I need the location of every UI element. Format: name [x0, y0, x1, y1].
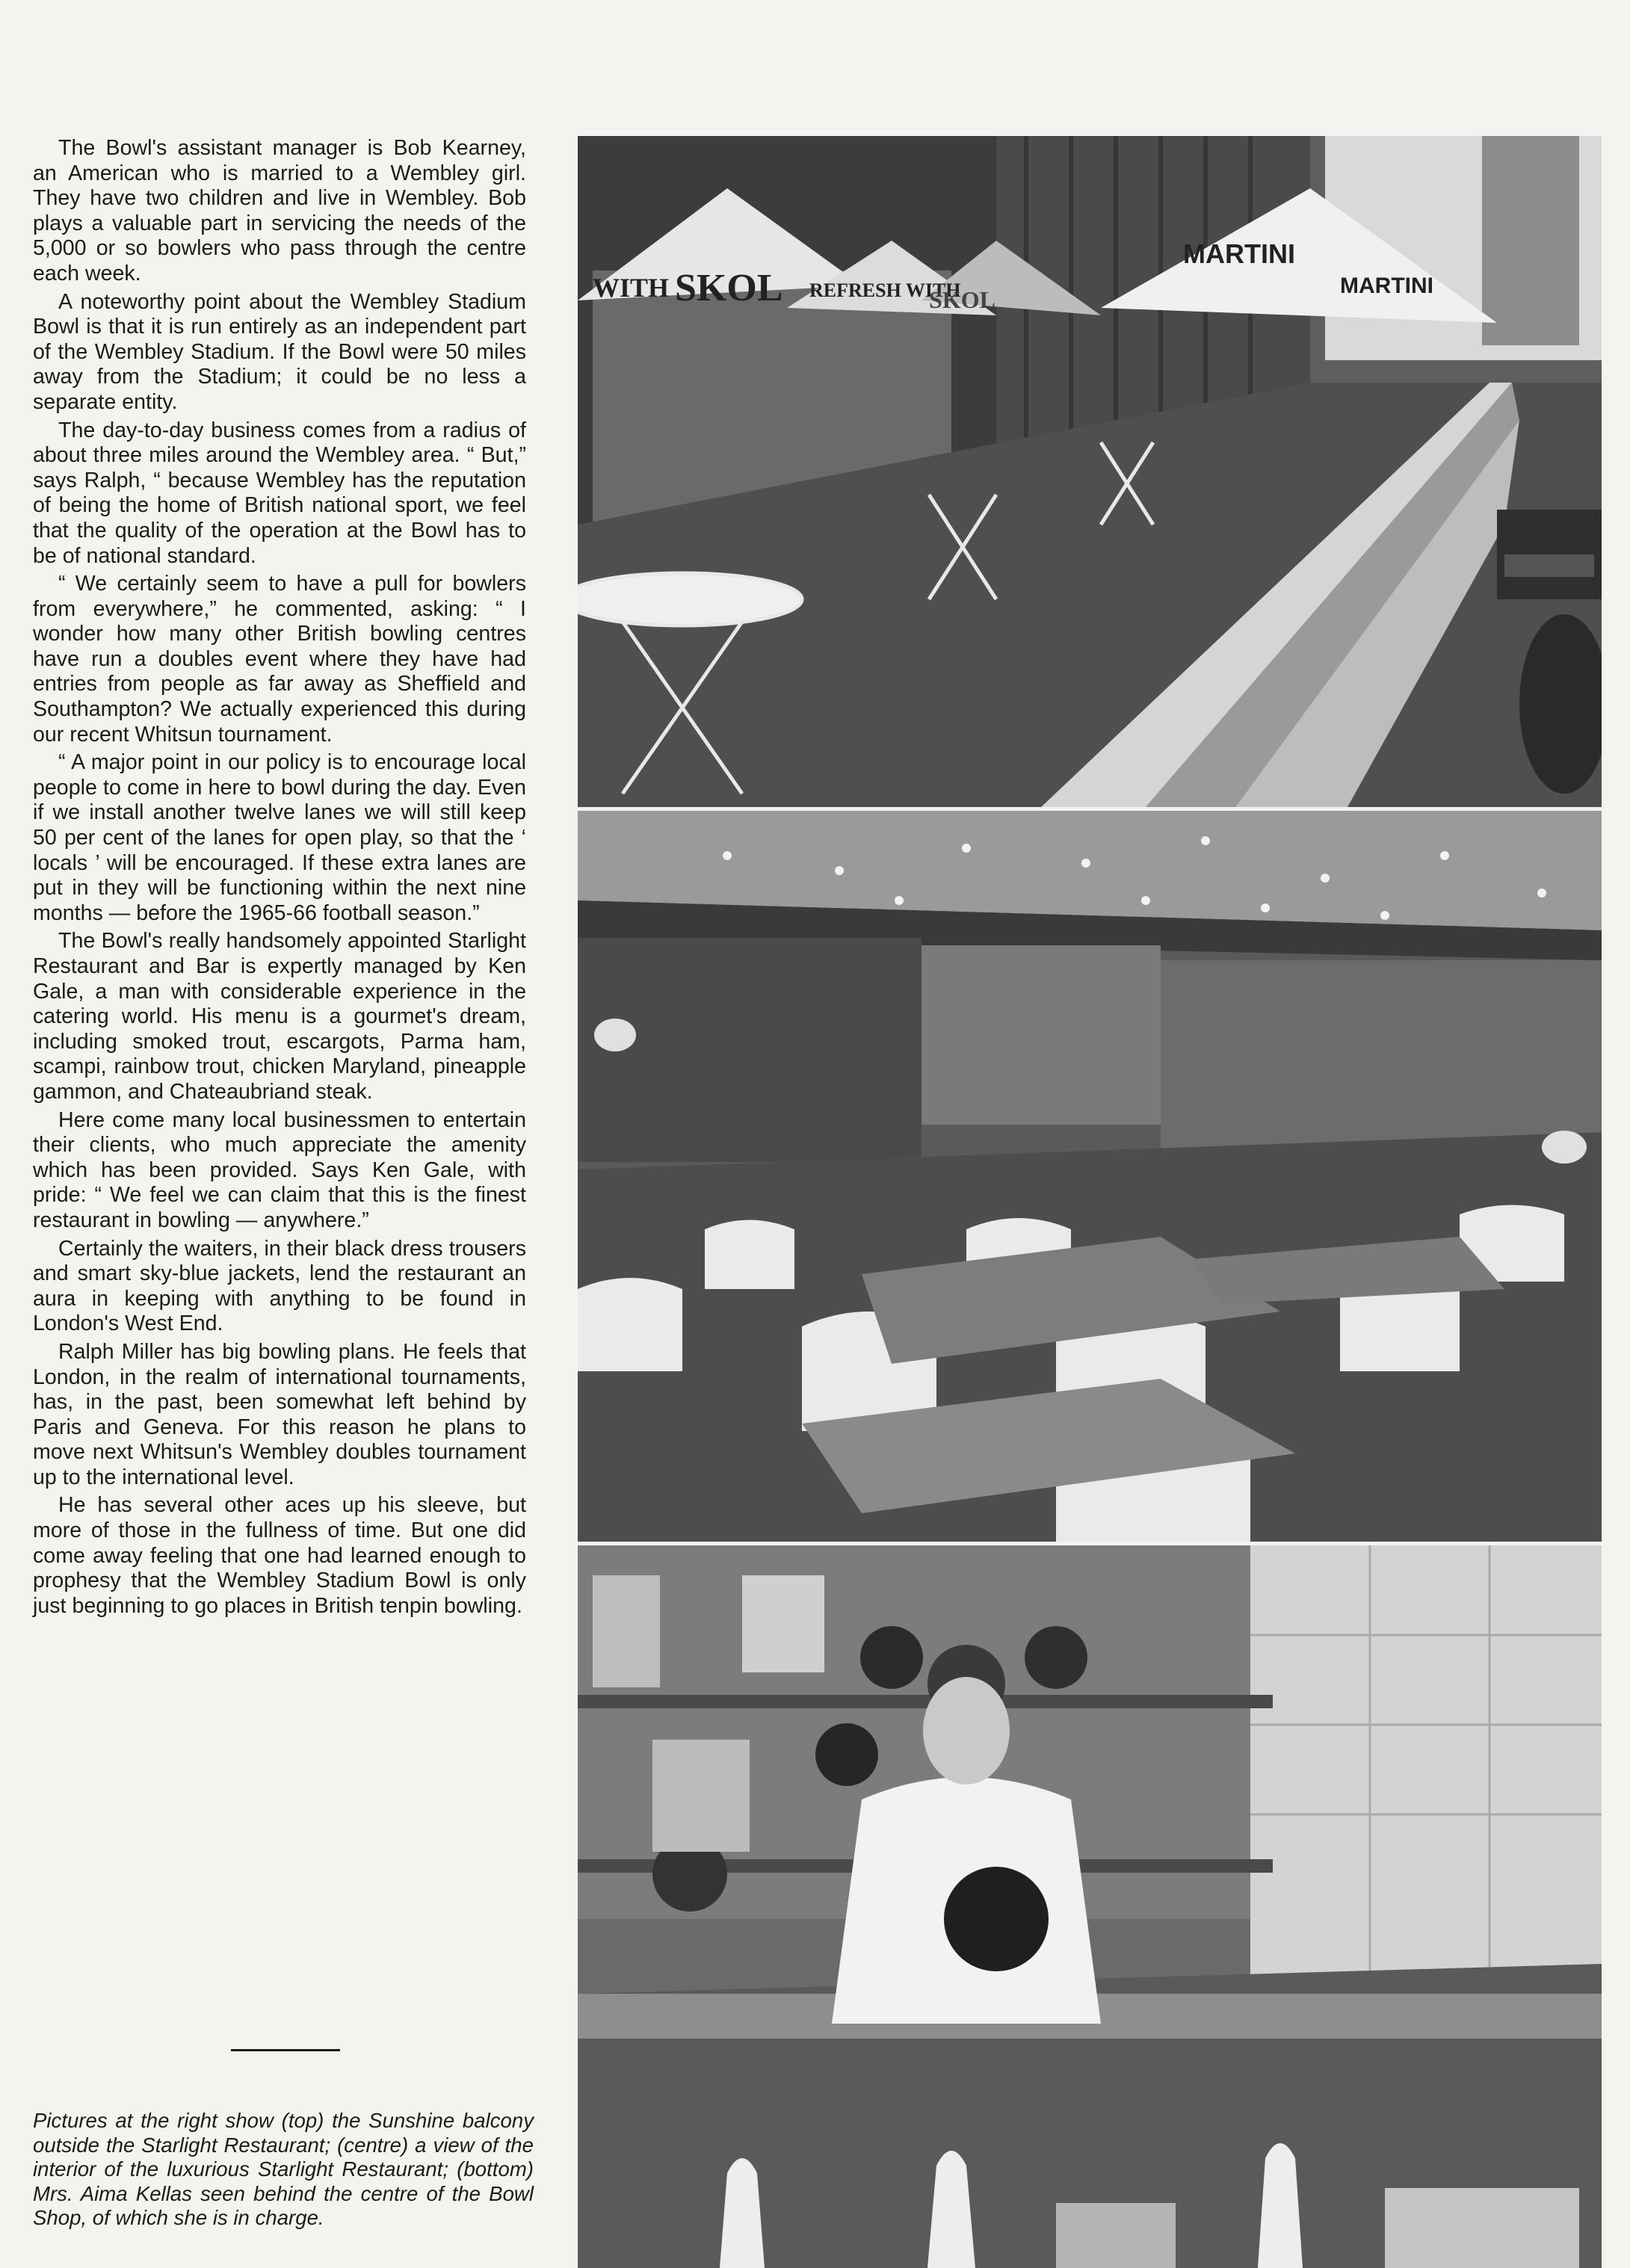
section-divider — [231, 2049, 340, 2051]
paragraph: The day-to-day business comes from a radius of about three miles around the Wembley area. “ But,” says Ralph, “ because Wembley has the reputation of being the home of British national sport, we feel that the quality of the operation at the Bowl has to be of national standard. — [33, 418, 526, 568]
paragraph: “ We certainly seem to have a pull for bowlers from everywhere,” he commented, asking: “ I wonder how many other British bowling centres have run a doubles event where they have had entries from people as far away as Sheffield and Southampton? We actually experienced this during our recent Whitsun tournament. — [33, 572, 526, 747]
balcony-illustration — [578, 136, 1602, 807]
umbrella-text: WITH — [593, 273, 670, 303]
umbrella-text: SKOL — [675, 267, 783, 309]
photo-balcony — [578, 136, 1602, 807]
photo-caption: Pictures at the right show (top) the Sunshine balcony outside the Starlight Restaurant; (centre) a view of the interior of the luxurious Starlight Restaurant; (bottom) Mrs. Aima Kellas seen behind the centre of the Bowl Shop, of which she is in charge. — [33, 2109, 534, 2230]
restaurant-illustration — [578, 811, 1602, 1542]
paragraph: A noteworthy point about the Wembley Stadium Bowl is that it is run entirely as an independent part of the Wembley Stadium. If the Bowl were 50 miles away from the Stadium; it could be no less a separate entity. — [33, 289, 526, 414]
umbrella-text: REFRESH WITH — [809, 279, 961, 301]
paragraph: Here come many local businessmen to entertain their clients, who much appreciate the amenity which has been provided. Says Ken Gale, with pride: “ We feel we can claim that this is the finest restaurant in bowling — anywhere.” — [33, 1107, 526, 1232]
umbrella-text: MARTINI — [1183, 238, 1295, 269]
paragraph: Certainly the waiters, in their black dress trousers and smart sky-blue jackets, lend the restaurant an aura in keeping with anything to be found in London's West End. — [33, 1236, 526, 1336]
umbrella-text: SKOL — [929, 286, 995, 313]
photo-bowl-shop — [578, 1545, 1602, 2268]
paragraph: The Bowl's assistant manager is Bob Kearney, an American who is married to a Wembley girl. They have two children and live in Wembley. Bob plays a valuable part in servicing the needs of the 5,000 or so bowlers who pass through the centre each week. — [33, 136, 526, 285]
paragraph: He has several other aces up his sleeve, but more of those in the fullness of time. But one did come away feeling that one had learned enough to prophesy that the Wembley Stadium Bowl is only just beginning to go places in British tenpin bowling. — [33, 1493, 526, 1618]
bowl-shop-illustration — [578, 1545, 1602, 2268]
paragraph: Ralph Miller has big bowling plans. He feels that London, in the realm of international tournaments, has, in the past, been somewhat left behind by Paris and Geneva. For this reason he plans to move next Whitsun's Wembley doubles tournament up to the international level. — [33, 1339, 526, 1489]
photo-restaurant — [578, 811, 1602, 1542]
paragraph: The Bowl's really handsomely appointed Starlight Restaurant and Bar is expertly managed by Ken Gale, a man with considerable experience in the catering world. His menu is a gourmet's dream, including smoked trout, escargots, Parma ham, scampi, rainbow trout, chicken Maryland, pineapple gammon, and Chateaubriand steak. — [33, 929, 526, 1104]
article-body — [33, 136, 526, 1622]
umbrella-text: MARTINI — [1340, 274, 1433, 298]
paragraph: “ A major point in our policy is to encourage local people to come in here to bowl during the day. Even if we install another twelve lanes we will still keep 50 per cent of the lanes for open play, so that the ‘ locals ’ will be encouraged. If these extra lanes are put in they will be functioning within the next nine months — before the 1965-66 football season.” — [33, 750, 526, 925]
